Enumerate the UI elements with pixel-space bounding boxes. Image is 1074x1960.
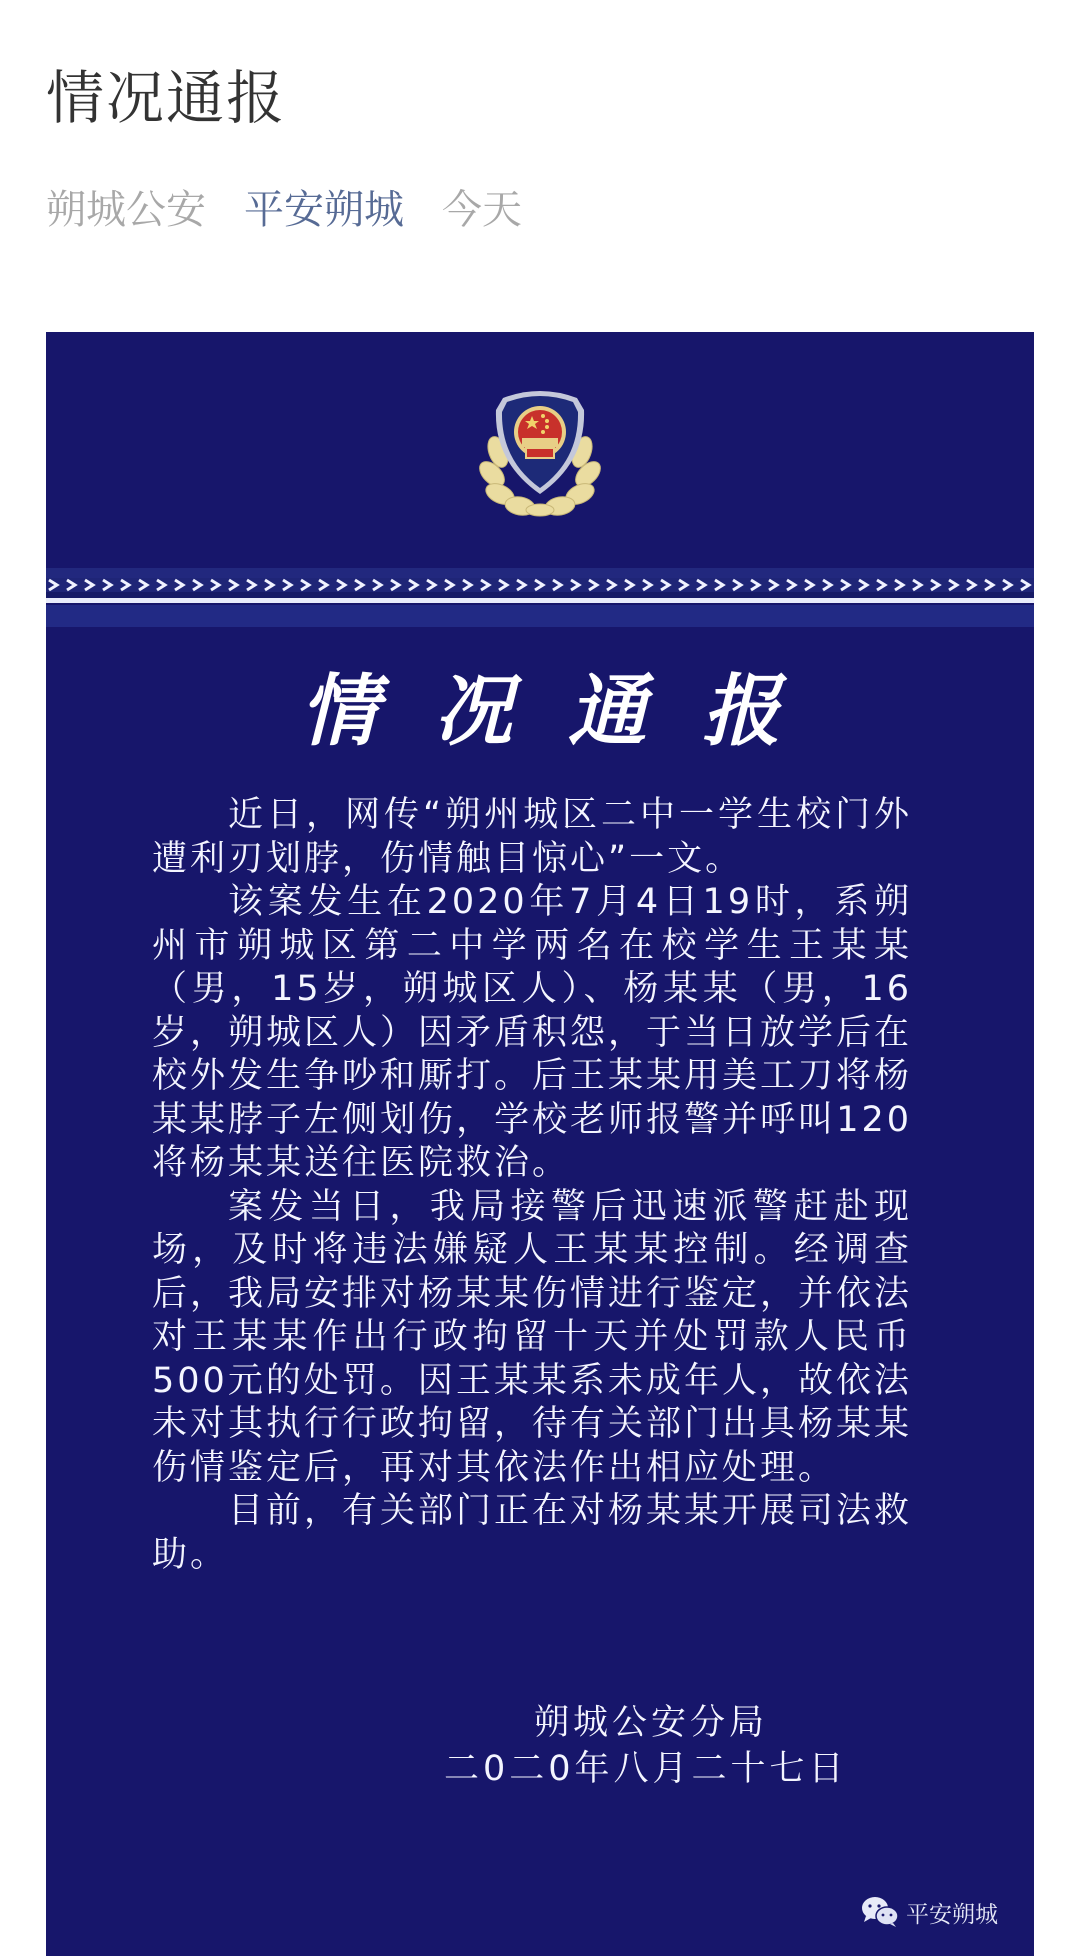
signature-date: 二0二0年八月二十七日: [444, 1749, 848, 1789]
wechat-watermark: [860, 1892, 998, 1932]
decorative-band-top: [46, 568, 1034, 578]
account-name-link[interactable]: 平安朔城: [244, 187, 404, 233]
decorative-band-bottom: [46, 605, 1034, 627]
article-title: 情况通报: [46, 64, 287, 132]
wechat-icon: [860, 1895, 900, 1929]
police-badge-icon: [476, 382, 604, 518]
watermark-label: 平安朔城: [906, 1901, 998, 1928]
chevron-border-pattern: [46, 578, 1034, 592]
notice-body: [152, 794, 912, 1577]
publish-date: 今天: [442, 187, 522, 233]
decorative-band-white-line: [46, 598, 1034, 603]
paragraph-2: 该案发生在2020年7月4日19时，系朔州市朔城区第二中学两名在校学生王某某（男，15岁，朔城区人）、杨某某（男，16岁，朔城区人）因矛盾积怨，于当日放学后在校外发生争吵和厮打。后王某某用美工刀将杨某某脖子左侧划伤，学校老师报警并呼叫120将杨某某送往医院救治。: [152, 882, 913, 1183]
paragraph-4: 目前，有关部门正在对杨某某开展司法救助。: [152, 1491, 913, 1575]
paragraph-3: 案发当日，我局接警后迅速派警赶赴现场，及时将违法嫌疑人王某某控制。经调查后，我局安排对杨某某伤情进行鉴定，并依法对王某某作出行政拘留十天并处罚款人民币500元的处罚。因王某某系未成年人，故依法未对其执行行政拘留，待有关部门出具杨某某伤情鉴定后，再对其依法作出相应处理。: [152, 1186, 913, 1488]
poster-title: 情况通报: [299, 666, 836, 757]
article-meta: [46, 180, 522, 240]
notice-poster-image[interactable]: [46, 332, 1034, 1956]
paragraph-1: 近日，网传“朔州城区二中一学生校门外遭利刃划脖，伤情触目惊心”一文。: [152, 795, 912, 879]
signature-department: 朔城公安分局: [534, 1703, 769, 1743]
article-author: 朔城公安: [46, 187, 206, 233]
